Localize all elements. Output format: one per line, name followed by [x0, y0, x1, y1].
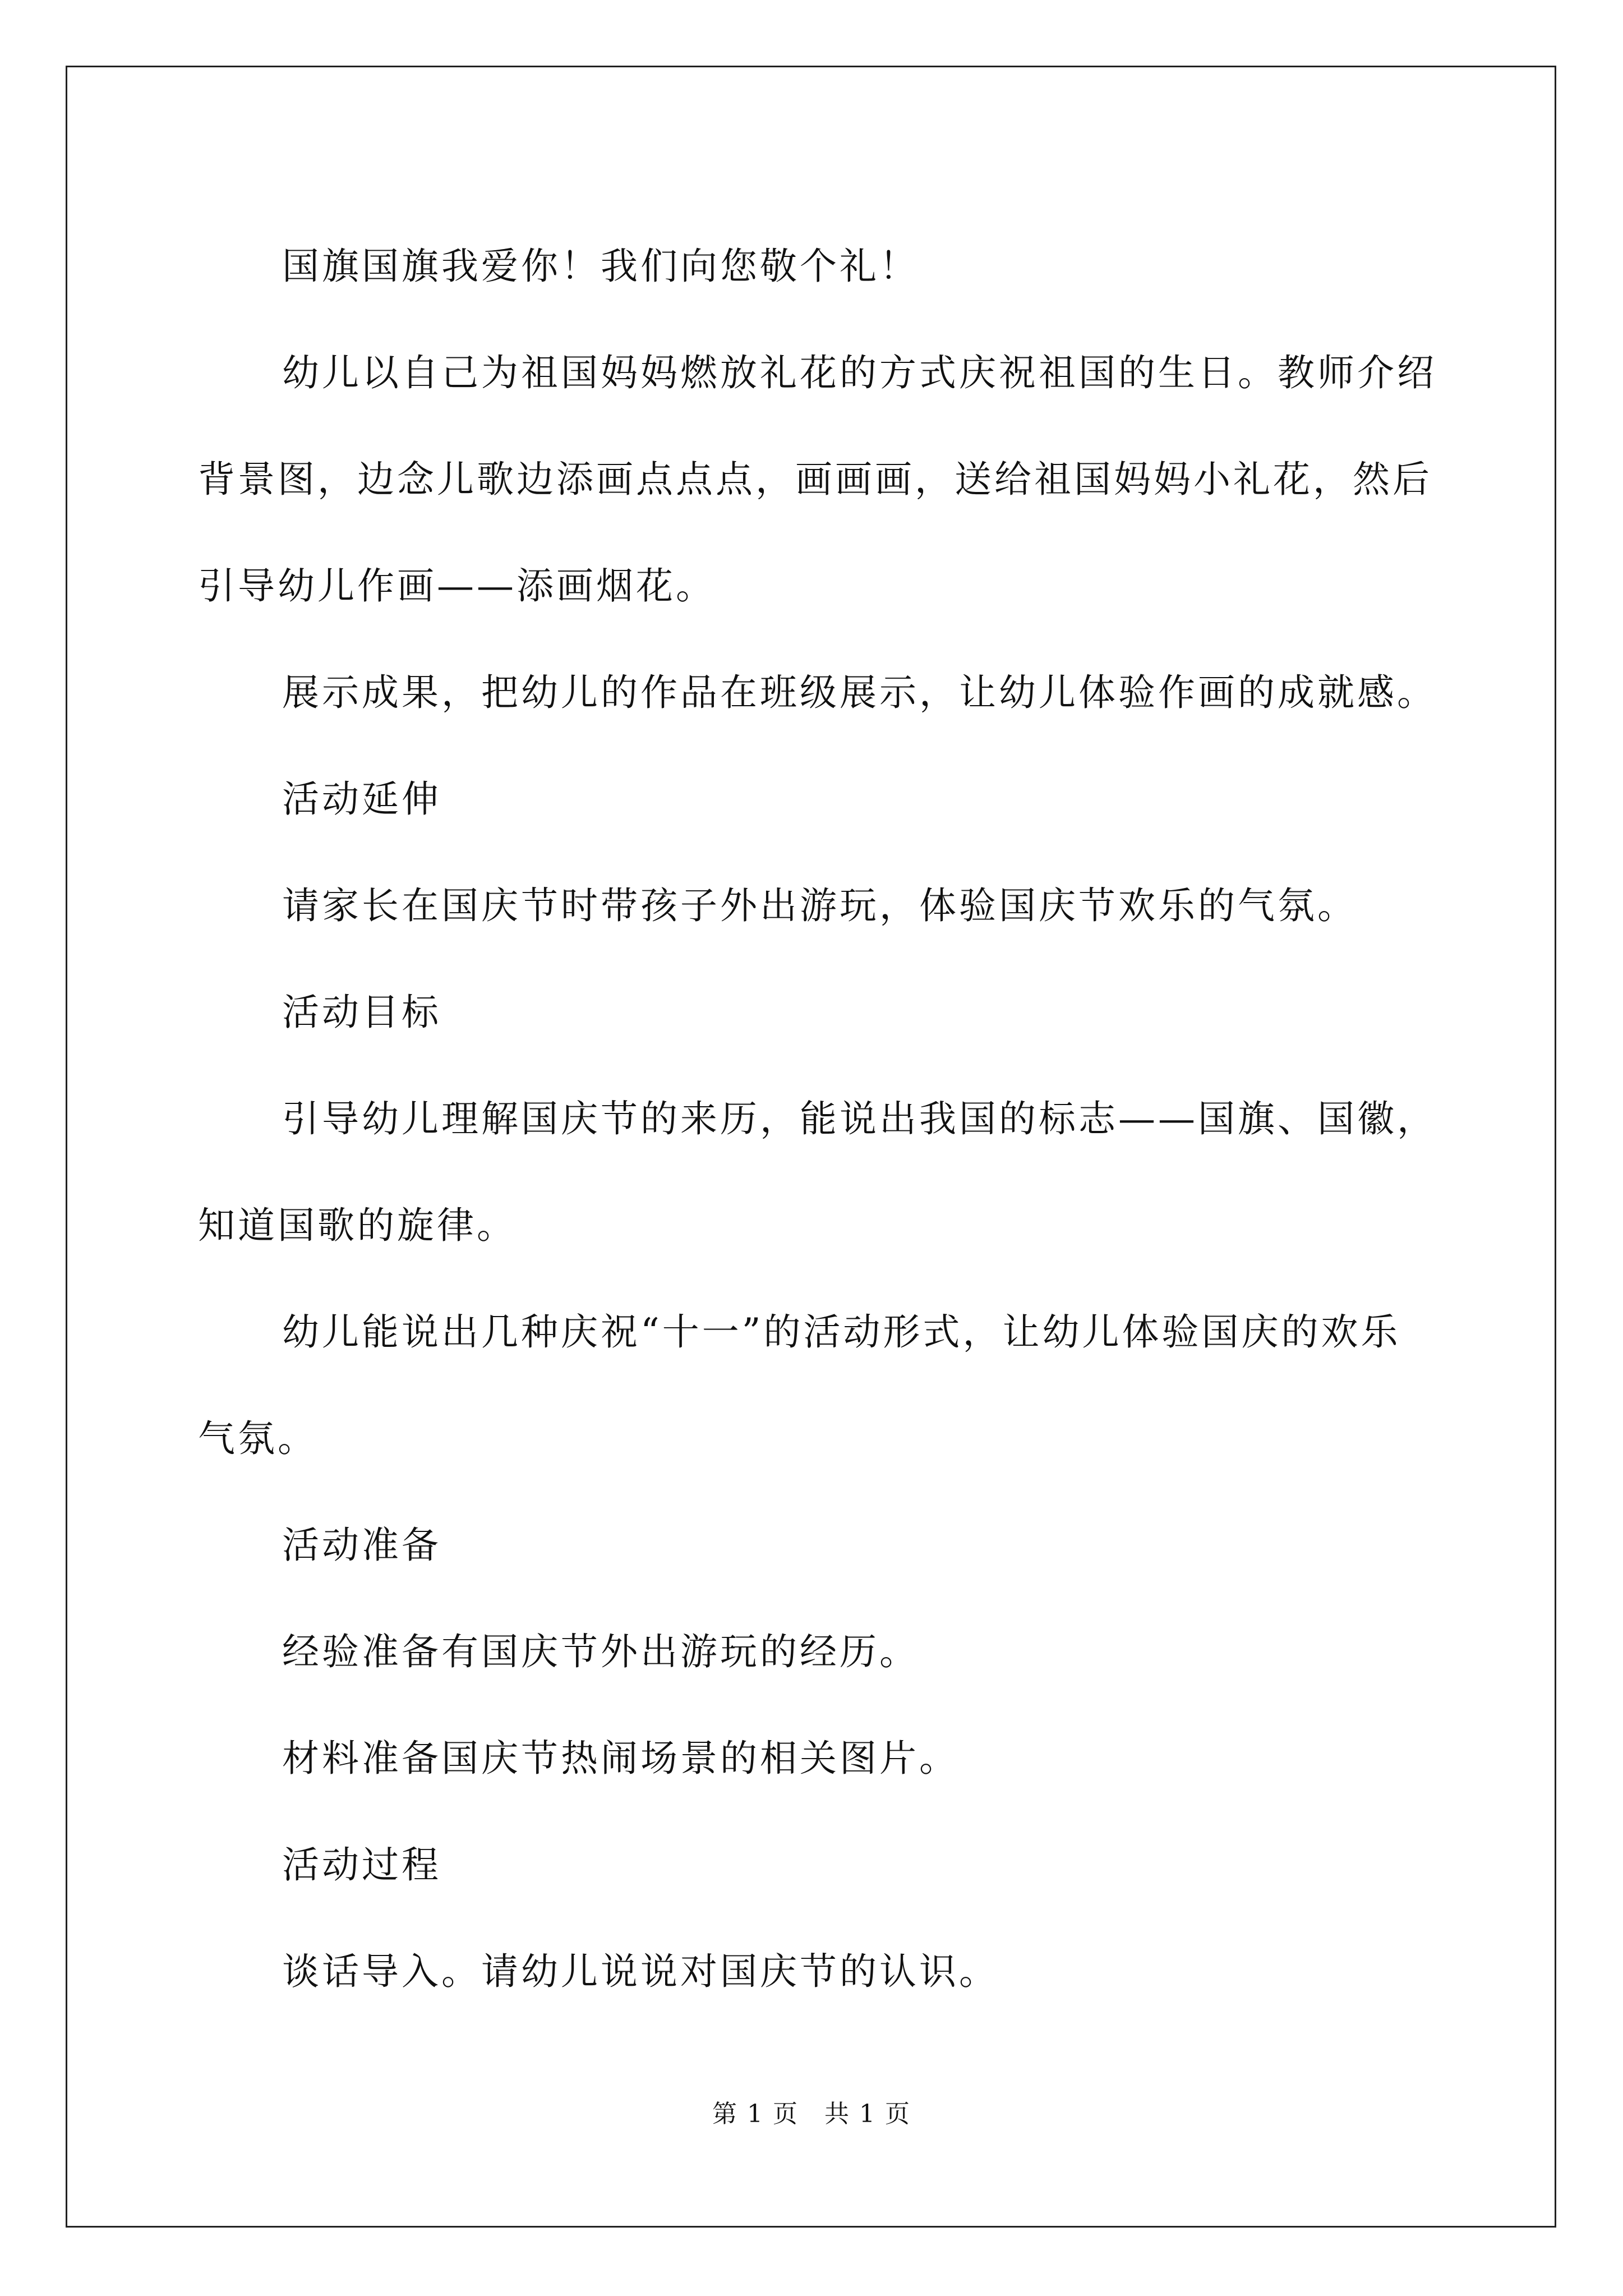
paragraph-1: 国旗国旗我爱你！我们向您敬个礼！	[282, 245, 919, 288]
paragraph-8: 幼儿能说出几种庆祝“十一”的活动形式，让幼儿体验国庆的欢乐气氛。	[198, 1310, 1401, 1460]
paragraph-3: 展示成果，把幼儿的作品在班级展示，让幼儿体验作画的成就感。	[282, 671, 1437, 714]
section-heading-activity-process: 活动过程	[282, 1843, 441, 1887]
section-heading-activity-goals: 活动目标	[282, 991, 441, 1034]
paragraph-11: 材料准备国庆节热闹场景的相关图片。	[282, 1737, 959, 1780]
paragraph-5: 请家长在国庆节时带孩子外出游玩，体验国庆节欢乐的气氛。	[282, 884, 1357, 927]
page-number-footer: 第 1 页 共 1 页	[712, 2100, 911, 2128]
document-body	[198, 213, 1437, 2025]
paragraph-7: 引导幼儿理解国庆节的来历，能说出我国的标志——国旗、国徽，知道国歌的旋律。	[198, 1097, 1437, 1247]
section-heading-activity-extension: 活动延伸	[282, 777, 441, 821]
section-heading-activity-preparation: 活动准备	[282, 1524, 441, 1567]
paragraph-2: 幼儿以自己为祖国妈妈燃放礼花的方式庆祝祖国的生日。教师介绍背景图，边念儿歌边添画点点点，画画画，送给祖国妈妈小礼花，然后引导幼儿作画——添画烟花。	[198, 351, 1437, 608]
paragraph-13: 谈话导入。请幼儿说说对国庆节的认识。	[282, 1950, 999, 1993]
paragraph-10: 经验准备有国庆节外出游玩的经历。	[282, 1630, 919, 1673]
